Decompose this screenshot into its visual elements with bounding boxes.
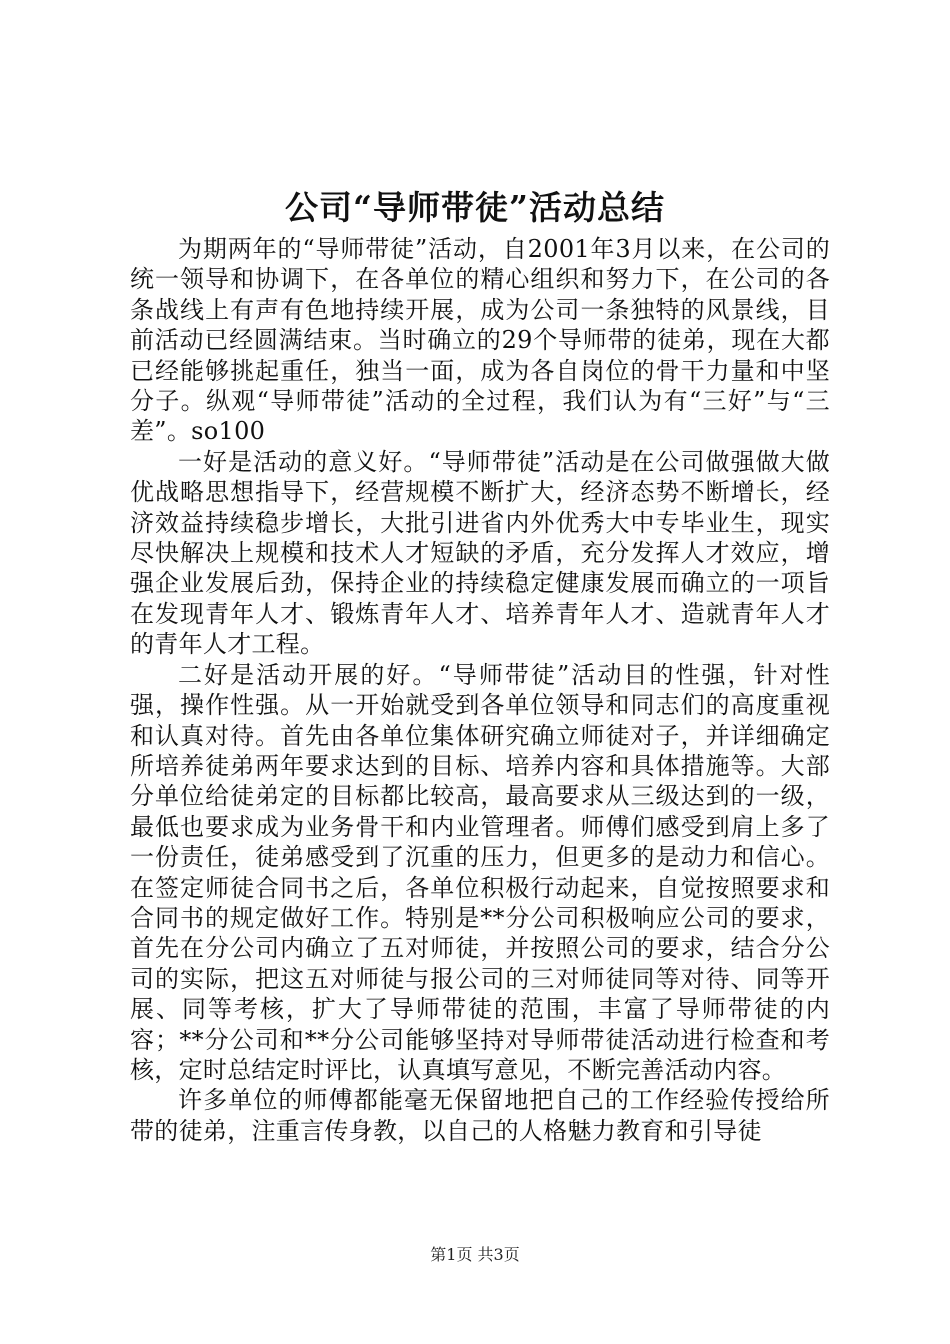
- paragraph-1: 为期两年的“导师带徒”活动，自2001年3月以来，在公司的统一领导和协调下，在各单位的精心组织和努力下，在公司的各条战线上有声有色地持续开展，成为公司一条独特的风景线，目前活动已经圆满结束。当时确立的29个导师带的徒弟，现在大都已经能够挑起重任，独当一面，成为各自岗位的骨干力量和中坚分子。纵观“导师带徒”活动的全过程，我们认为有“三好”与“三差”。so100: [130, 235, 830, 446]
- document-body: [130, 234, 830, 1146]
- page-footer: 第1页 共3页: [430, 1245, 520, 1264]
- paragraph-3: 二好是活动开展的好。“导师带徒”活动目的性强，针对性强，操作性强。从一开始就受到各单位领导和同志们的高度重视和认真对待。首先由各单位集体研究确立师徒对子，并详细确定所培养徒弟两年要求达到的目标、培养内容和具体措施等。大部分单位给徒弟定的目标都比较高，最高要求从三级达到的一级，最低也要求成为业务骨干和内业管理者。师傅们感受到肩上多了一份责任，徒弟感受到了沉重的压力，但更多的是动力和信心。在签定师徒合同书之后，各单位积极行动起来，自觉按照要求和合同书的规定做好工作。特别是**分公司积极响应公司的要求，首先在分公司内确立了五对师徒，并按照公司的要求，结合分公司的实际，把这五对师徒与报公司的三对师徒同等对待、同等开展、同等考核，扩大了导师带徒的范围，丰富了导师带徒的内容；**分公司和**分公司能够坚持对导师带徒活动进行检查和考核，定时总结定时评比，认真填写意见，不断完善活动内容。: [130, 660, 830, 1084]
- document-title: 公司“导师带徒”活动总结: [285, 188, 665, 227]
- paragraph-4: 许多单位的师傅都能毫无保留地把自己的工作经验传授给所带的徒弟，注重言传身教，以自己的人格魅力教育和引导徒: [130, 1086, 830, 1145]
- paragraph-2: 一好是活动的意义好。“导师带徒”活动是在公司做强做大做优战略思想指导下，经营规模不断扩大，经济态势不断增长，经济效益持续稳步增长，大批引进省内外优秀大中专毕业生，现实尽快解决上规模和技术人才短缺的矛盾，充分发挥人才效应，增强企业发展后劲，保持企业的持续稳定健康发展而确立的一项旨在发现青年人才、锻炼青年人才、培养青年人才、造就青年人才的青年人才工程。: [130, 447, 830, 659]
